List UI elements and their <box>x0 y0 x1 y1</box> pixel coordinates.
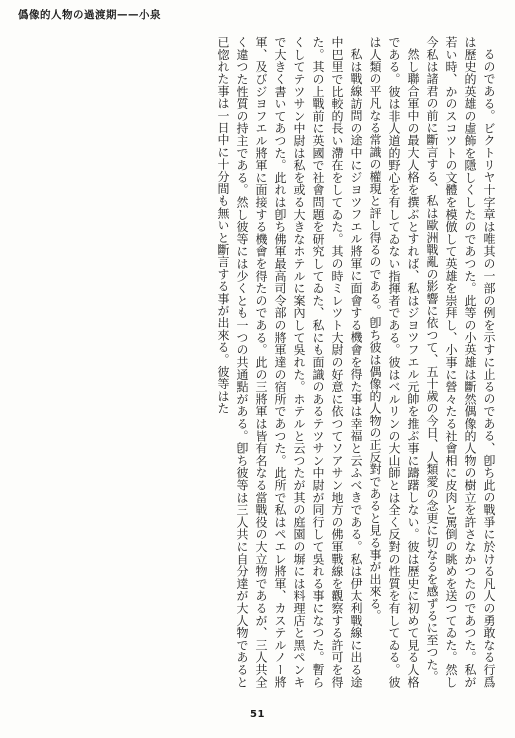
running-title: 僞像的人物の過渡期——小泉 <box>18 9 161 21</box>
paragraph-3: 私は戰線訪問の途中にジヨツフエル將軍に面會する機會を得た事は幸福と云ふべきである。私は伊太利戰線に出る途中巴里で比較的長い滯在をしてゐた。其の時ミレツト大尉の好意に依つてソアサン地方の佛軍戰線を觀察する許可を得た。其の上戰前に英國で社會問題を研究してゐた、私にも面識のあるテツサン中尉が同行して吳れる事になつた。暫らくしてテツサン中尉は私を或る大きなホテルに案內して吳れた。ホテルと云つたが其の庭園の塀には料理店と黑ペンキで大きく書いてあつた。此れは卽ち佛軍最高司令部の將軍達の宿所であつた。此所で私はペエレ將軍、カステルノー將軍、及びジヨフエル將軍に面接する機會を得たのである。此の三將軍は皆有名なる當戰役の大立物であるが、三人共全く違つた性質の持主である。然し彼等には少くとも一つの共通點がある。卽ち彼等は三人共に自分達が大人物であると已惚れた事は一日中に十分間も無いと斷言する事が出來る。彼等はた <box>216 36 363 688</box>
page-number: 51 <box>250 709 265 720</box>
paragraph-1: るのである。ビクトリヤ十字章は唯其の一部の例を示すに止るのである、卽ち此の戰爭に於ける凡人の勇敢なる行爲は歷史的英雄の虛飾を隱しくしたのであつた。此等の小英雄は斷然偶像的人物の樹立を許さなかつたのであつた。私が若い時、かのスコツトの文體を模倣して英雄を崇拜し、小事に營々たる社會相に皮肉と罵倒の眺めを送つてゐた。然し今私は諸君の前に斷言する、私は歐洲戰亂の影響に依つて、五十歲の今日、人類愛の念更に切なるを感ずるに至つた。 <box>425 36 496 688</box>
paragraph-2: 然し聯合軍中の最大人格を撰ぶとすれば、私はジヨツフエル元帥を推ぶ事に躊躇しない。彼は歷史に初めて見る人格である。彼は非人道的野心を有してゐない指揮者である。彼はベルリンの大山師とは全く反對の性質を有してゐる。彼は人類の平凡なる常識の權現と評し得るのである。卽ち彼は偶像的人物の正反對であると見る事が出來る。 <box>368 36 420 688</box>
body-text <box>22 36 498 688</box>
